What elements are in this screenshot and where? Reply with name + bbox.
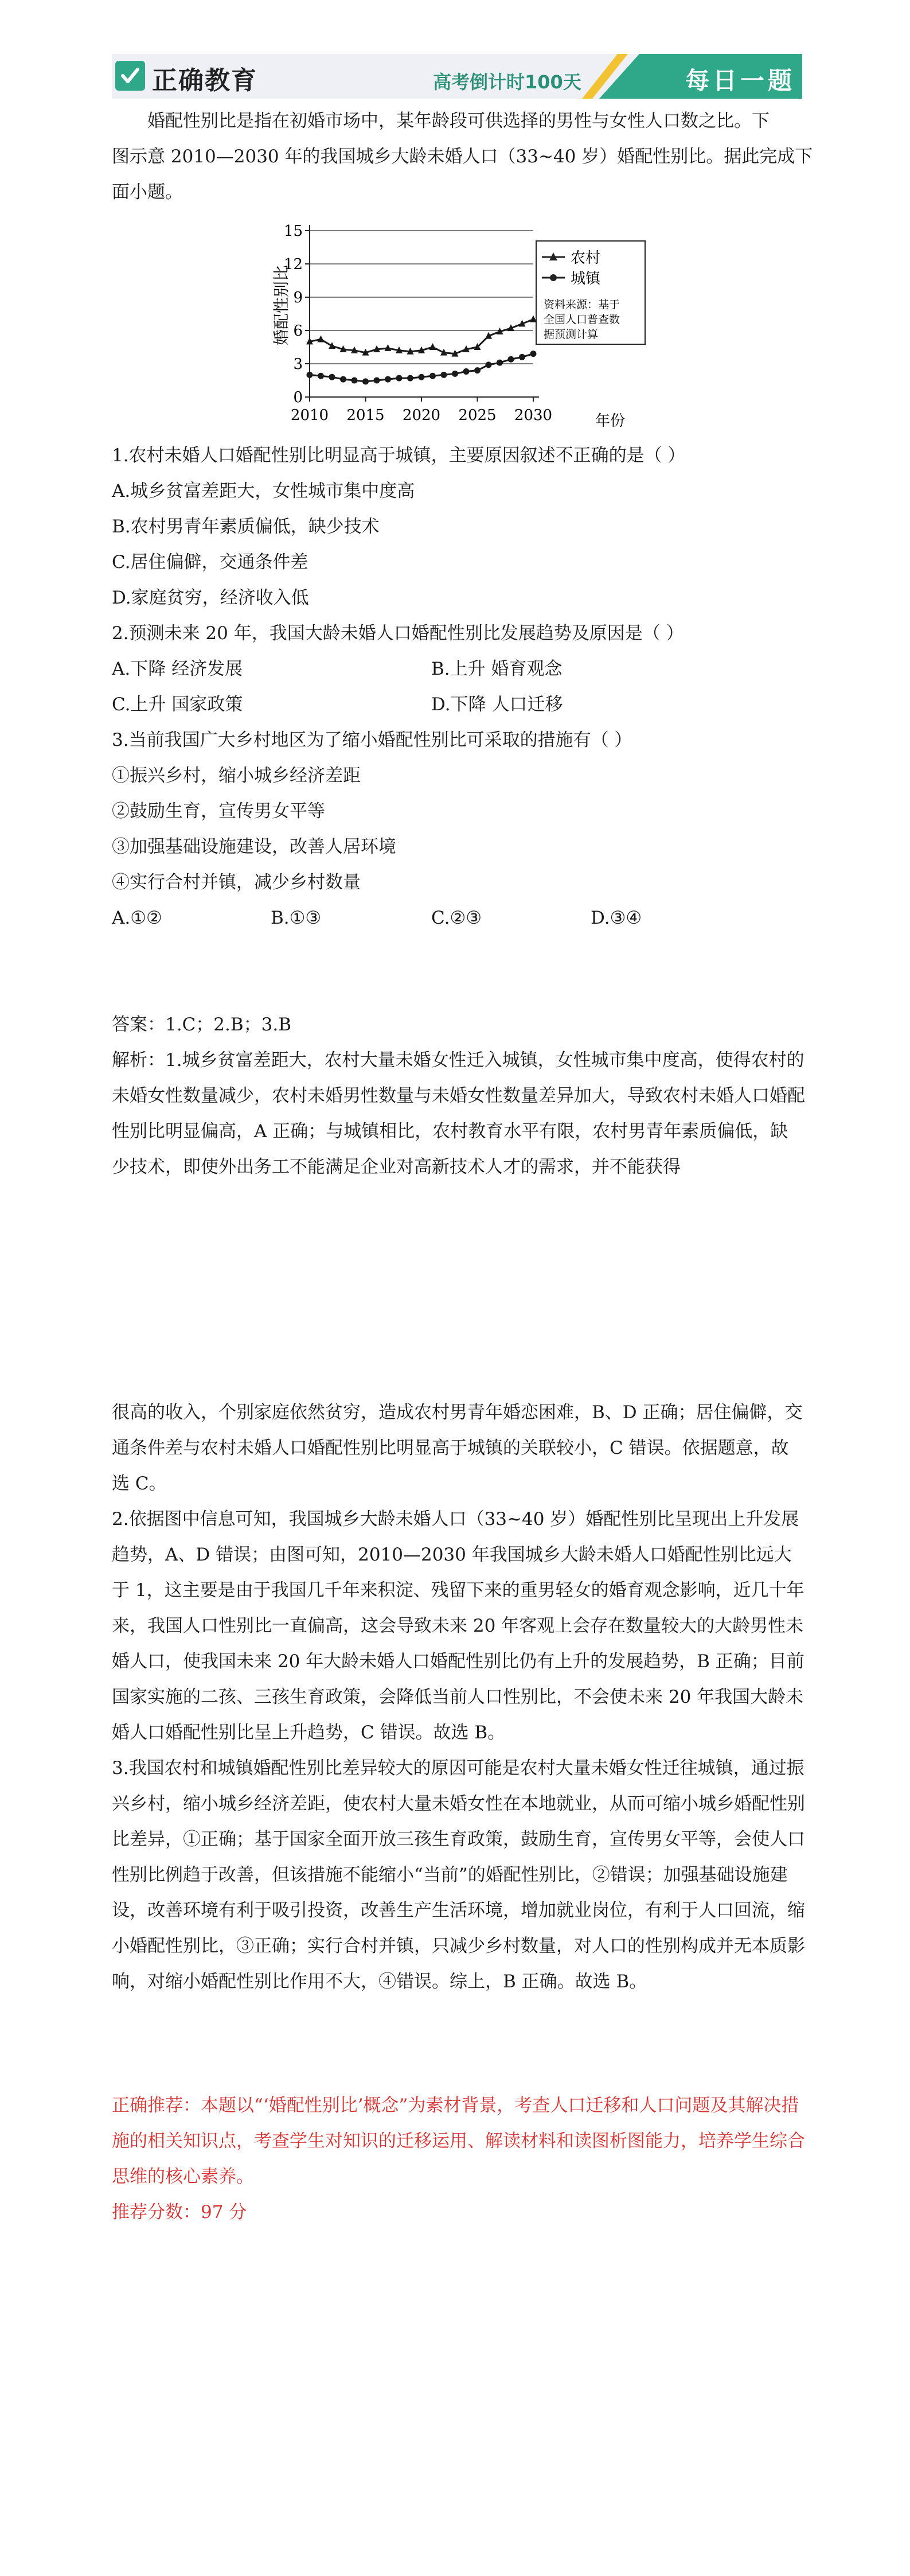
legend-rural: 农村: [571, 250, 601, 267]
x-axis-label: 年份: [595, 413, 626, 430]
checkmark-icon: [115, 61, 145, 91]
data-point-rural: [318, 335, 325, 342]
analysis-1-part-2: 很高的收入，个别家庭依然贫穷，造成农村男青年婚恋困难，B、D 正确；居住偏僻，交通条件差与农村未婚人口婚配性别比明显高于城镇的关联较小，C 错误。依据题意，故选 C。: [112, 1402, 803, 1494]
data-point-urban: [396, 375, 403, 382]
x-tick-label: 2020: [402, 407, 441, 424]
data-point-urban: [351, 378, 358, 384]
data-point-urban: [318, 373, 324, 379]
x-tick-label: 2025: [458, 407, 497, 424]
data-point-urban: [374, 378, 380, 384]
y-tick-label: 9: [293, 289, 303, 306]
data-point-urban: [519, 354, 525, 360]
q3-option-b: B.①③: [271, 908, 322, 928]
q2-option-a: A.下降 经济发展: [112, 659, 243, 679]
data-point-urban: [385, 376, 391, 383]
data-point-urban: [508, 356, 514, 363]
data-point-rural: [429, 343, 436, 350]
y-tick-label: 6: [293, 322, 303, 340]
x-tick-label: 2010: [290, 407, 329, 424]
legend-note-line: 全国人口普查数: [544, 313, 620, 326]
q3-option-a: A.①②: [112, 908, 162, 928]
x-tick-label: 2030: [514, 407, 553, 424]
y-tick-label: 0: [293, 389, 303, 406]
analysis-3: 3.我国农村和城镇婚配性别比差异较大的原因可能是农村大量未婚女性迁往城镇，通过振兴乡村，缩小城乡经济差距，使农村大量未婚女性在本地就业，从而可缩小城乡婚配性别比差异，①正确；基于国家全面开放三孩生育政策，鼓励生育，宣传男女平等，会使人口性别比例趋于改善，但该措施不能缩小“当前”的婚配性别比，②错误；加强基础设施建设，改善环境有利于吸引投资，改善生产生活环境，增加就业岗位，有利于人口回流，缩小婚配性别比，③正确；实行合村并镇，只减少乡村数量，对人口的性别构成并无本质影响，对缩小婚配性别比作用不大，④错误。综上，B 正确。故选 B。: [112, 1758, 805, 1992]
q2-option-c: C.上升 国家政策: [112, 694, 243, 715]
header-banner: [112, 54, 802, 99]
question-3: 3.当前我国广大乡村地区为了缩小婚配性别比可采取的措施有（ ）: [112, 730, 632, 750]
question-1: 1.农村未婚人口婚配性别比明显高于城镇，主要原因叙述不正确的是（ ）: [112, 445, 686, 466]
x-tick-label: 2015: [346, 407, 385, 424]
q1-option-d: D.家庭贫穷，经济收入低: [112, 587, 309, 608]
marriage-sex-ratio-chart: [264, 219, 665, 437]
data-point-urban: [429, 373, 436, 379]
daily-title: 每日一题: [685, 67, 796, 95]
q1-option-a: A.城乡贫富差距大，女性城市集中度高: [112, 481, 415, 501]
y-tick-label: 3: [293, 356, 303, 373]
data-point-urban: [340, 376, 346, 383]
data-point-urban: [486, 361, 492, 368]
data-point-urban: [307, 372, 313, 378]
q2-option-d: D.下降 人口迁移: [431, 694, 563, 715]
y-tick-label: 12: [283, 256, 303, 273]
q3-item-4: ④实行合村并镇，减少乡村数量: [112, 872, 361, 893]
data-point-urban: [362, 378, 369, 384]
answer-line: 答案：1.C；2.B；3.B: [112, 1014, 292, 1035]
q1-option-b: B.农村男青年素质偏低，缺少技术: [112, 516, 380, 537]
data-point-urban: [407, 375, 413, 382]
data-point-urban: [530, 351, 537, 357]
intro-line: 图示意 2010—2030 年的我国城乡大龄未婚人口（33~40 岁）婚配性别比。据此完成下: [112, 146, 813, 167]
chart-legend: [536, 241, 645, 344]
y-axis-label: 婚配性别比: [272, 264, 291, 346]
analysis-2: 2.依据图中信息可知，我国城乡大龄未婚人口（33~40 岁）婚配性别比呈现出上升发展趋势，A、D 错误；由图可知，2010—2030 年我国城乡大龄未婚人口婚配性别比远大于 1，这主要是由于我国几千年来积淀、残留下来的重男轻女的婚育观念影响，近几十年来，我国人口性别比一直偏高，这会导致未来 20 年客观上会存在数量较大的大龄男性未婚人口，使我国未来 20 年大龄未婚人口婚配性别比仍有上升的发展趋势，B 正确；目前国家实施的二孩、三孩生育政策，会降低当前人口性别比，不会使未来 20 年我国大龄未婚人口婚配性别比呈上升趋势，C 错误。故选 B。: [112, 1509, 804, 1743]
analysis-1-part-1: 解析：1.城乡贫富差距大，农村大量未婚女性迁入城镇，女性城市集中度高，使得农村的未婚女性数量减少，农村未婚男性数量与未婚女性数量差异加大，导致农村未婚人口婚配性别比明显偏高，A 正确；与城镇相比，农村教育水平有限，农村男青年素质偏低，缺少技术，即使外出务工不能满足企业对高新技术人才的需求，并不能获得: [112, 1050, 805, 1177]
data-point-urban: [452, 371, 458, 377]
q3-option-d: D.③④: [591, 908, 642, 928]
data-point-urban: [329, 374, 335, 380]
recommend-score: 推荐分数：97 分: [112, 2202, 247, 2223]
data-point-urban: [497, 360, 503, 366]
q3-item-2: ②鼓励生育，宣传男女平等: [112, 801, 325, 822]
q3-item-1: ①振兴乡村，缩小城乡经济差距: [112, 765, 361, 786]
intro-line: 面小题。: [112, 182, 183, 203]
legend-note-line: 据预测计算: [544, 328, 599, 341]
q3-item-3: ③加强基础设施建设，改善人居环境: [112, 836, 396, 857]
brand-name: 正确教育: [152, 66, 257, 95]
data-point-urban: [463, 368, 470, 375]
data-point-urban: [419, 374, 425, 380]
intro-line: 婚配性别比是指在初婚市场中，某年龄段可供选择的男性与女性人口数之比。下: [147, 111, 770, 131]
q3-option-c: C.②③: [431, 908, 482, 928]
recommendation: 正确推荐：本题以“‘婚配性别比’概念”为素材背景，考查人口迁移和人口问题及其解决措施的相关知识点，考查学生对知识的迁移运用、解读材料和读图析图能力，培养学生综合思维的核心素养。: [112, 2095, 805, 2187]
y-tick-label: 15: [283, 223, 303, 240]
legend-circle-icon: [550, 274, 557, 281]
data-point-urban: [474, 367, 481, 373]
question-2: 2.预测未来 20 年，我国大龄未婚人口婚配性别比发展趋势及原因是（ ）: [112, 623, 684, 644]
countdown-label: 高考倒计时100天: [433, 71, 581, 93]
legend-note-line: 资料来源：基于: [544, 298, 620, 311]
legend-urban: 城镇: [571, 270, 601, 287]
q1-option-c: C.居住偏僻，交通条件差: [112, 552, 308, 573]
data-point-urban: [441, 372, 447, 378]
q2-option-b: B.上升 婚育观念: [431, 659, 563, 679]
